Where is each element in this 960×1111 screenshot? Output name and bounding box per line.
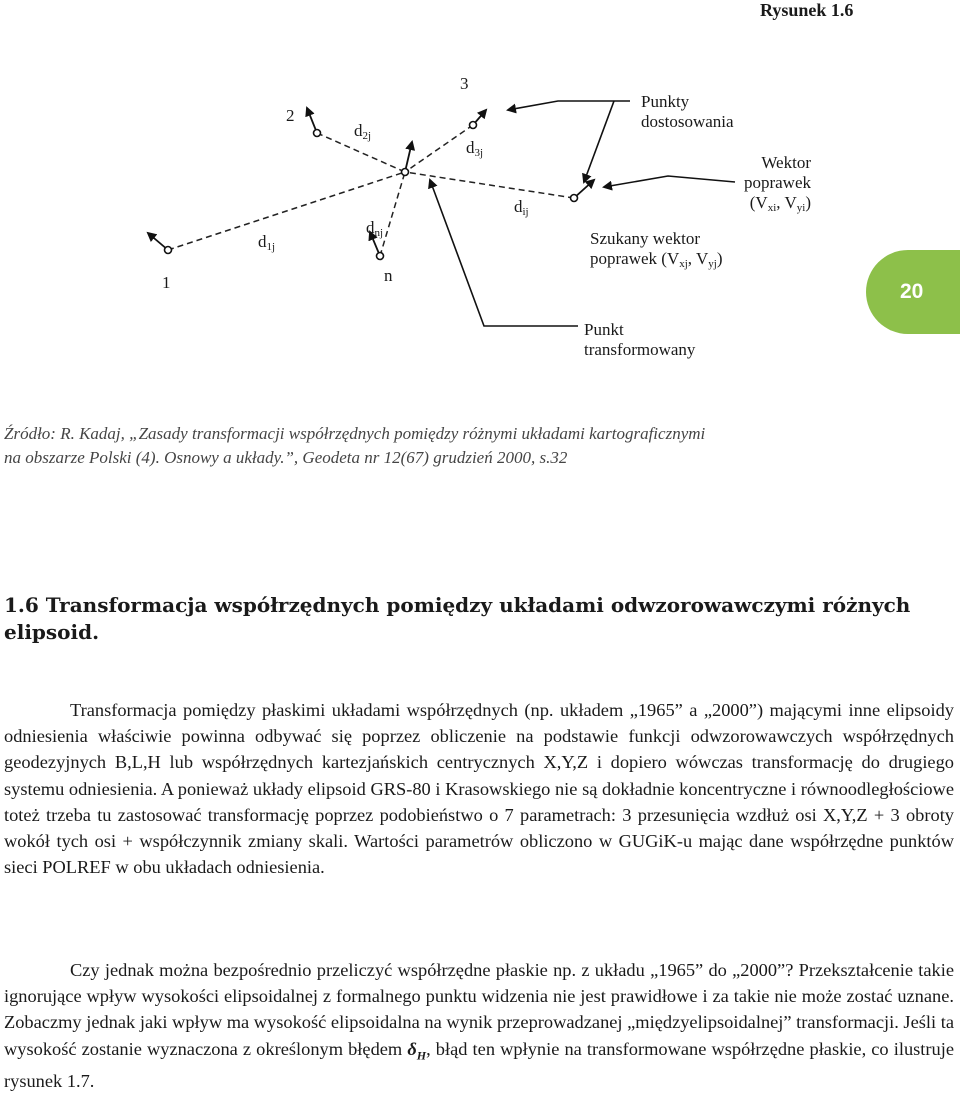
figure-source-citation: Źródło: R. Kadaj, „Zasady transformacji współrzędnych pomiędzy różnymi układami kartograficznymi na obszarze Polski (4). Osnowy a układy.”, Geodeta nr 12(67) grudzień 2000, s.32: [4, 424, 706, 467]
dashed-line-d3j: [405, 125, 473, 172]
point-label-3: 3: [460, 74, 469, 93]
delta-h-symbol: $\delta_H$: [407, 1038, 427, 1063]
callout-punkty-to-i: [584, 101, 614, 182]
label-punkty-dostosowania: Punkty dostosowania: [641, 92, 734, 131]
point-1: [165, 247, 172, 254]
distance-label-d2j: $d_{2j}$: [354, 121, 372, 142]
point-j: [402, 169, 409, 176]
point-n: [377, 253, 384, 260]
distance-label-dnj: $d_{nj}$: [366, 218, 384, 239]
point-2: [314, 130, 321, 137]
paragraph-1: Transformacja pomiędzy płaskimi układami współrzędnych (np. układem „1965” a „2000”) mającymi inne elipsoidy odniesienia właściwie powinna odbywać się poprzez obliczenie na podstawie funkcji odwzorowawczych współrzędnych geodezyjnych B,L,H lub współrzędnych kartezjańskich centrycznych X,Y,Z i dopiero wówczas transformację do drugiego systemu odniesienia. A ponieważ układy elipsoid GRS-80 i Krasowskiego nie są dokładnie koncentryczne i równoodległościowe toteż trzeba tu zastosować transformację poprzez podobieństwo o 7 parametrach: 3 przesunięcia wzdłuż osi X,Y,Z + 3 obroty wokół tych osi + współczynnik zmiany skali. Wartości parametrów obliczono w GUGiK-u mając dane współrzędne punktów sieci POLREF w obu układach odniesienia.: [4, 700, 954, 878]
dashed-line-d1j: [168, 172, 405, 253]
point-3: [470, 122, 477, 129]
callout-wektor: [604, 176, 735, 187]
point-label-2: 2: [286, 106, 295, 125]
point-label-n: n: [384, 266, 393, 285]
page-number-badge: [866, 250, 960, 334]
paragraph-2: Czy jednak można bezpośrednio przeliczyć współrzędne płaskie np. z układu „1965” do „2000”? Przekształcenie takie ignorujące wpływ wysokości elipsoidalnej z formalnego punktu widzenia nie jest prawidłowe i za takie nie może zostać uznane. Zobaczmy jednak jaki wpływ ma wysokość elipsoidalna na wynik przeprowadzanej „międzyelipsoidalnej” transformacji. Jeśli ta wysokość zostanie wyznaczona z określonym błędem $\delta_H$, błąd ten wpłynie na transformowane współrzędne płaskie, co ilustruje rysunek 1.7.: [4, 960, 954, 1092]
figure-diagram: [0, 0, 960, 380]
label-szukany-wektor: Szukany wektor poprawek ($V_{xj}$, $V_{yj}$): [590, 229, 723, 270]
distance-label-d1j: $d_{1j}$: [258, 232, 276, 253]
section-heading: 1.6 Transformacja współrzędnych pomiędzy układami odwzorowawczymi różnych elipsoid.: [4, 593, 911, 644]
point-label-1: 1: [162, 273, 171, 292]
dashed-line-dij: [405, 172, 574, 198]
label-punkt-transformowany: Punkt transformowany: [584, 320, 696, 359]
label-wektor-poprawek: Wektor poprawek ($V_{xi}$, $V_{yi}$): [743, 153, 811, 214]
point-i: [571, 195, 578, 202]
callout-punkt-transformowany: [430, 180, 578, 326]
distance-label-d3j: $d_{3j}$: [466, 138, 484, 159]
figure-title: Rysunek 1.6: [760, 0, 854, 20]
distance-label-dij: $d_{ij}$: [514, 197, 529, 218]
dashed-line-dnj: [380, 172, 405, 256]
page-number: 20: [900, 280, 924, 303]
